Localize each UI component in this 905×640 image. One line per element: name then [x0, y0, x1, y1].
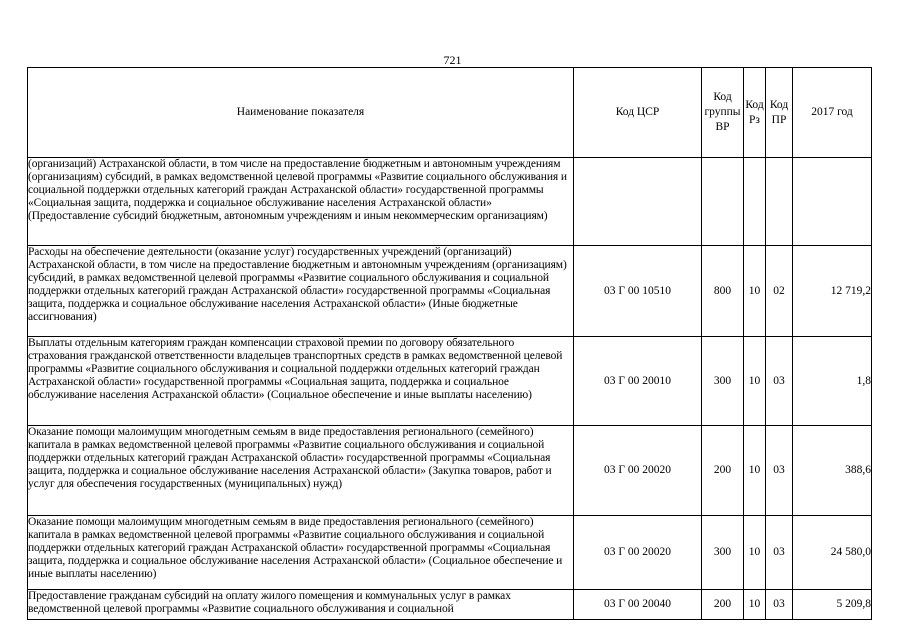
- table-row: [28, 246, 872, 337]
- row-description: Расходы на обеспечение деятельности (оказание услуг) государственных учреждений (организаций) Астраханской области, в том числе на предоставление бюджетным и автономным учреждениям (организациям) субсидий, в рамках ведомственной целевой программы «Развитие социального обслуживания и социальной поддержки отдельных категорий граждан Астраханской области» государственной программы «Социальная защита, поддержка и социальное обслуживание населения Астраханской области» (Иные бюджетные ассигнования): [28, 246, 574, 337]
- row-vr-code: 200: [702, 590, 744, 620]
- row-vr-code: 200: [702, 426, 744, 516]
- row-vr-code: 800: [702, 246, 744, 337]
- row-rz-code: 10: [744, 337, 766, 426]
- row-amount: 388,6: [793, 426, 872, 516]
- row-description: Предоставление гражданам субсидий на оплату жилого помещения и коммунальных услуг в рамках ведомственной целевой программы «Развитие социального обслуживания и социальной: [28, 590, 574, 620]
- header-vr: [702, 68, 744, 158]
- row-vr-code: 300: [702, 337, 744, 426]
- row-csr-code: 03 Г 00 20020: [574, 516, 702, 590]
- row-pr-code: 03: [766, 516, 793, 590]
- row-amount: 1,8: [793, 337, 872, 426]
- row-pr-code: 03: [766, 337, 793, 426]
- header-pr-label: Код ПР: [769, 98, 789, 126]
- row-pr-code: [766, 158, 793, 246]
- row-csr-code: 03 Г 00 20020: [574, 426, 702, 516]
- row-rz-code: 10: [744, 516, 766, 590]
- row-description: Оказание помощи малоимущим многодетным семьям в виде предоставления регионального (семейного) капитала в рамках ведомственной целевой программы «Развитие социального обслуживания и социальной поддержки отдельных категорий граждан Астраханской области» государственной программы «Социальная защита, поддержка и социальное обслуживание населения Астраханской области» (Закупка товаров, работ и услуг для обеспечения государственных (муниципальных) нужд): [28, 426, 574, 516]
- table-row: [28, 426, 872, 516]
- row-amount: 5 209,8: [793, 590, 872, 620]
- row-rz-code: [744, 158, 766, 246]
- table-row: [28, 337, 872, 426]
- table-row: [28, 158, 872, 246]
- row-csr-code: [574, 158, 702, 246]
- row-description: Оказание помощи малоимущим многодетным семьям в виде предоставления регионального (семейного) капитала в рамках ведомственной целевой программы «Развитие социального обслуживания и социальной поддержки отдельных категорий граждан Астраханской области» государственной программы «Социальная защита, поддержка и социальное обслуживание населения Астраханской области» (Социальное обеспечение и иные выплаты населению): [28, 516, 574, 590]
- table-row: [28, 516, 872, 590]
- budget-table: [27, 67, 872, 620]
- header-year: 2017 год: [793, 68, 872, 158]
- row-pr-code: 03: [766, 590, 793, 620]
- row-amount: [793, 158, 872, 246]
- row-csr-code: 03 Г 00 20040: [574, 590, 702, 620]
- row-rz-code: 10: [744, 246, 766, 337]
- row-pr-code: 02: [766, 246, 793, 337]
- header-rz: [744, 68, 766, 158]
- row-description: Выплаты отдельным категориям граждан компенсации страховой премии по договору обязательного страхования гражданской ответственности владельцев транспортных средств в рамках ведомственной целевой программы «Развитие социального обслуживания и социальной поддержки отдельных категорий граждан Астраханской области» государственной программы «Социальная защита, поддержка и социальное обслуживание населения Астраханской области» (Социальное обеспечение и иные выплаты населению): [28, 337, 574, 426]
- page-number: 721: [443, 53, 462, 67]
- row-amount: 12 719,2: [793, 246, 872, 337]
- header-vr-label: Код группы ВР: [704, 91, 741, 133]
- row-description: (организаций) Астраханской области, в том числе на предоставление бюджетным и автономным учреждениям (организациям) субсидий, в рамках ведомственной целевой программы «Развитие социального обслуживания и социальной поддержки отдельных категорий граждан Астраханской области» государственной программы «Социальная защита, поддержка и социальное обслуживание населения Астраханской области» (Предоставление субсидий бюджетным, автономным учреждениям и иным некоммерческим организациям): [28, 158, 574, 246]
- table-row: [28, 590, 872, 620]
- header-pr: [766, 68, 793, 158]
- row-rz-code: 10: [744, 590, 766, 620]
- row-vr-code: [702, 158, 744, 246]
- row-csr-code: 03 Г 00 20010: [574, 337, 702, 426]
- row-pr-code: 03: [766, 426, 793, 516]
- row-amount: 24 580,0: [793, 516, 872, 590]
- header-csr: Код ЦСР: [574, 68, 702, 158]
- row-csr-code: 03 Г 00 10510: [574, 246, 702, 337]
- row-vr-code: 300: [702, 516, 744, 590]
- header-rz-label: Код Рз: [745, 98, 764, 126]
- row-rz-code: 10: [744, 426, 766, 516]
- table-header-row: [28, 68, 872, 158]
- header-name: Наименование показателя: [28, 68, 574, 158]
